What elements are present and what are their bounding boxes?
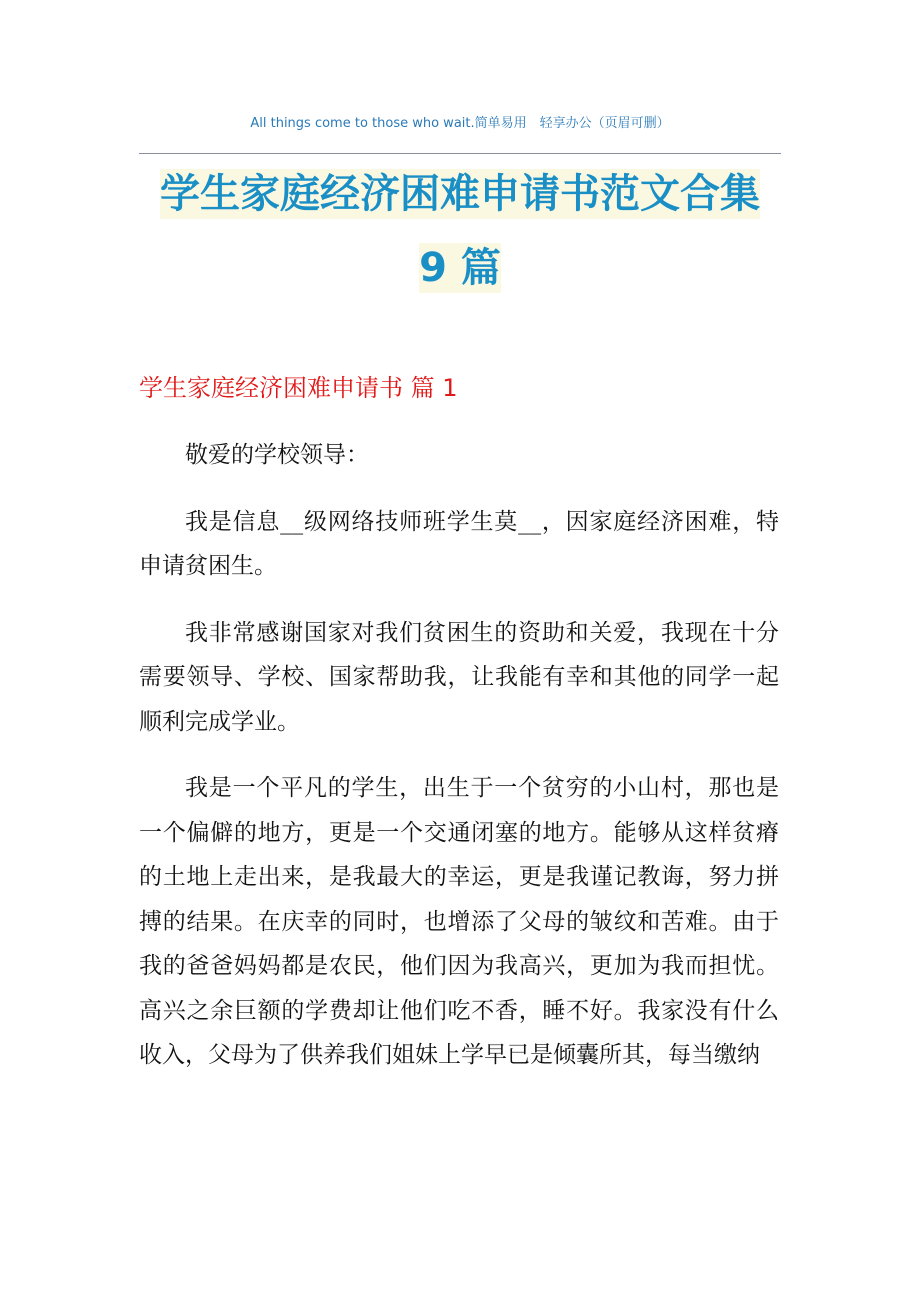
title-line-2-text: 9 篇 bbox=[419, 245, 501, 291]
title-line-1-text: 学生家庭经济困难申请书范文合集 bbox=[160, 171, 760, 217]
salutation-paragraph: 敬爱的学校领导： bbox=[185, 442, 369, 468]
body-paragraph: 我是信息__级网络技师班学生莫__，因家庭经济困难，特申请贫困生。 bbox=[139, 508, 779, 579]
page-header-note: All things come to those who wait.简单易用 轻享办公（页眉可删） bbox=[250, 116, 670, 131]
body-paragraph: 我非常感谢国家对我们贫困生的资助和关爱，我现在十分需要领导、学校、国家帮助我，让我能有幸和其他的同学一起顺利完成学业。 bbox=[139, 619, 779, 735]
section-heading: 学生家庭经济困难申请书 篇 1 bbox=[139, 374, 458, 402]
document-body bbox=[139, 433, 779, 1100]
body-paragraph: 我是一个平凡的学生，出生于一个贫穷的小山村，那也是一个偏僻的地方，更是一个交通闭塞的地方。能够从这样贫瘠的土地上走出来，是我最大的幸运，更是我谨记教诲，努力拼搏的结果。在庆幸的同时，也增添了父母的皱纹和苦难。由于我的爸爸妈妈都是农民，他们因为我高兴，更加为我而担忧。高兴之余巨额的学费却让他们吃不香，睡不好。我家没有什么收入，父母为了供养我们姐妹上学早已是倾囊所其，每当缴纳 bbox=[139, 775, 779, 1068]
document-title bbox=[100, 166, 820, 296]
header-divider bbox=[139, 153, 781, 154]
title-line-2 bbox=[100, 240, 820, 296]
title-line-1 bbox=[100, 166, 820, 222]
